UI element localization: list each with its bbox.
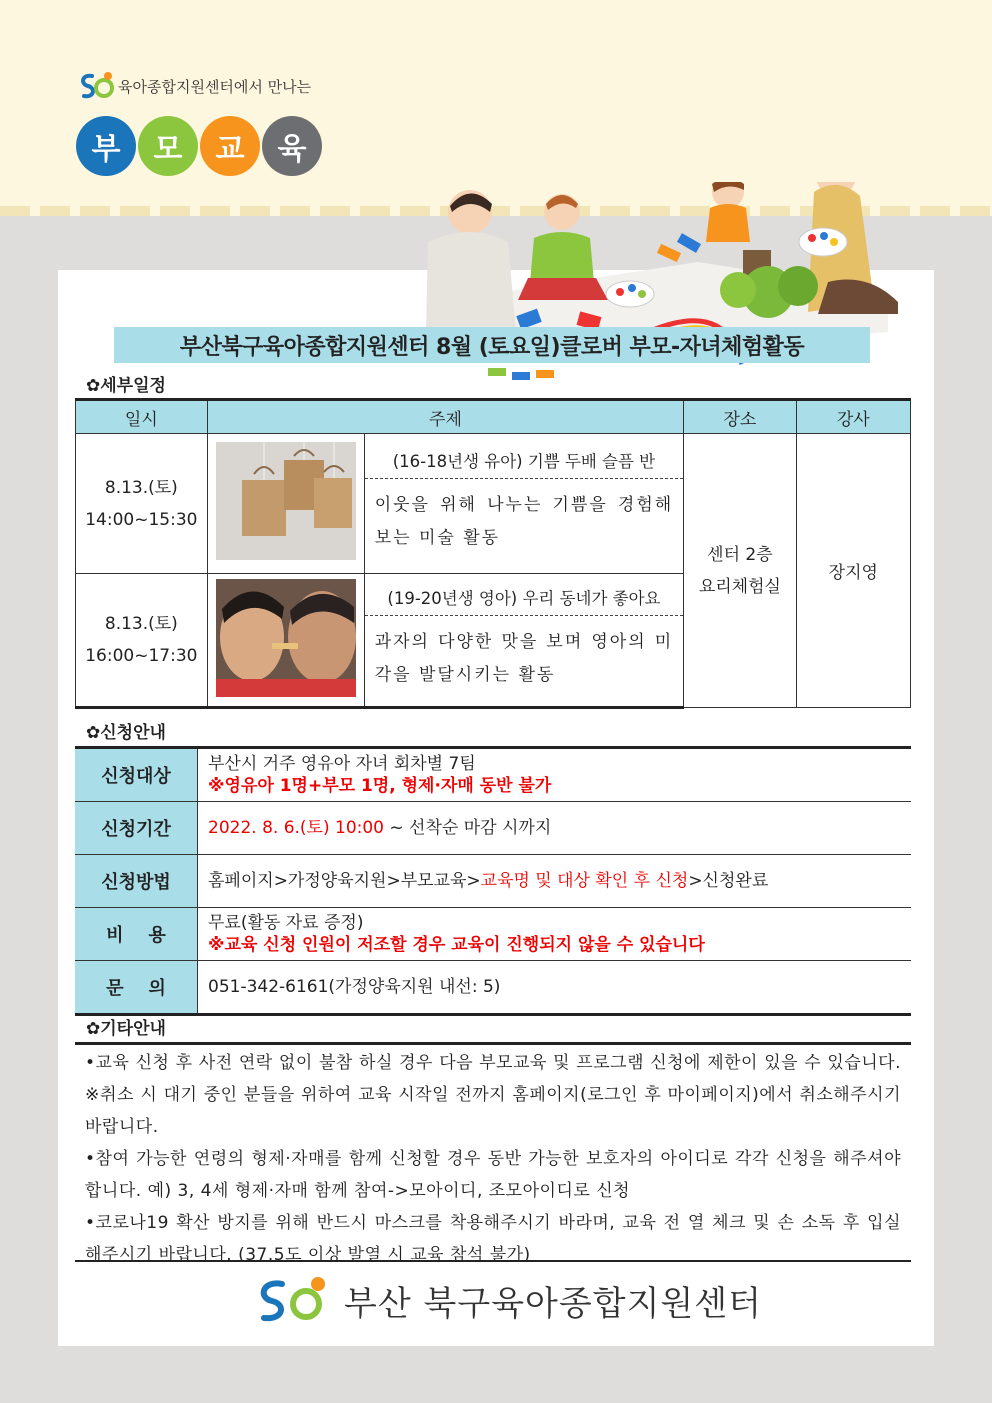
session-photo-cell [207, 574, 364, 708]
schedule-heading: ✿세부일정 [86, 376, 166, 396]
session-topic-cell [364, 574, 683, 708]
title-circle-4: 육 [262, 116, 322, 176]
place-cell [684, 434, 796, 708]
fee-line-2: ※교육 신청 인원이 저조할 경우 교육이 진행되지 않을 수 있습니다 [208, 935, 705, 955]
center-logo-icon [252, 1274, 332, 1326]
title-circle-3: 교 [200, 116, 260, 176]
parent-education-title [76, 116, 322, 176]
contact-value: 051-342-6161(가정양육지원 내선: 5) [198, 961, 912, 1015]
contact-label: 문 의 [75, 961, 198, 1015]
title-circle-1: 부 [76, 116, 136, 176]
title-circle-2: 모 [138, 116, 198, 176]
method-label: 신청방법 [75, 855, 198, 908]
session-date: 8.13.(토) [104, 614, 178, 634]
target-value [198, 748, 912, 802]
session-topic-title: (16-18년생 유아) 기쁨 두배 슬픔 반 [365, 442, 683, 479]
place-line-2: 요리체험실 [698, 576, 781, 597]
children-snack-photo [216, 579, 356, 697]
column-instructor: 강사 [796, 400, 910, 434]
other-notes [75, 1042, 911, 1265]
session-time: 16:00~17:30 [85, 646, 198, 666]
session-topic-title: (19-20년생 영아) 우리 동네가 좋아요 [365, 579, 683, 616]
apply-row-period [75, 802, 911, 855]
schedule-header-row [76, 400, 911, 434]
fee-line-1: 무료(활동 자료 증정) [208, 913, 364, 933]
instructor-cell: 장지영 [796, 434, 910, 708]
period-value [198, 802, 912, 855]
apply-row-method [75, 855, 911, 908]
fee-value [198, 908, 912, 961]
apply-row-target [75, 748, 911, 802]
footer-org-name: 부산 북구육아종합지원센터 [344, 1283, 762, 1324]
schedule-date-cell [76, 434, 208, 574]
session-date: 8.13.(토) [104, 477, 178, 498]
paper-bags-photo [216, 442, 356, 560]
target-label: 신청대상 [75, 748, 198, 802]
main-title: 부산북구육아종합지원센터 8월 (토요일)클로버 부모-자녀체험활동 [114, 327, 870, 363]
header-subtitle-row [78, 70, 311, 102]
apply-heading: ✿신청안내 [86, 723, 166, 743]
column-topic: 주제 [207, 400, 683, 434]
place-line-1: 센터 2층 [707, 544, 773, 565]
session-photo-cell [207, 434, 364, 574]
footer [242, 1272, 772, 1328]
header-subtitle: 육아종합지원센터에서 만나는 [118, 77, 312, 96]
session-time: 14:00~15:30 [85, 509, 198, 530]
session-topic-cell [364, 434, 683, 574]
period-label: 신청기간 [75, 802, 198, 855]
apply-row-fee [75, 908, 911, 961]
note-siblings: •참여 가능한 연령의 형제·자매를 함께 신청할 경우 동반 가능한 보호자의 아이디로 각각 신청을 해주셔야 합니다. 예) 3, 4세 형제·자매 함께 참여->모아이디, 조모아이디로 신청 [85, 1149, 901, 1201]
target-line-2: ※영유아 1명+부모 1명, 형제·자매 동반 불가 [208, 776, 552, 796]
method-highlight: 교육명 및 대상 확인 후 신청 [480, 871, 689, 891]
schedule-date-cell [76, 574, 208, 708]
note-covid: •코로나19 확산 방지를 위해 반드시 마스크를 착용해주시기 바라며, 교육 전 열 체크 및 손 소독 후 입실 해주시기 바랍니다. (37.5도 이상 발열 시 교육 참석 불가) [85, 1213, 901, 1265]
target-line-1: 부산시 거주 영유아 자녀 회차별 7팀 [208, 754, 476, 774]
schedule-table [75, 398, 911, 709]
note-cancellation: •교육 신청 후 사전 연락 없이 불참 하실 경우 다음 부모교육 및 프로그램 신청에 제한이 있을 수 있습니다. ※취소 시 대기 중인 분들을 위하여 교육 시작일 전까지 홈페이지(로그인 후 마이페이지)에서 취소해주시기 바랍니다. [85, 1053, 901, 1137]
period-start: 2022. 8. 6.(토) 10:00 [208, 818, 384, 838]
column-place: 장소 [684, 400, 796, 434]
schedule-row [76, 434, 911, 574]
method-value [198, 855, 912, 908]
method-done: >신청완료 [688, 871, 769, 891]
apply-info-table [75, 746, 911, 1016]
period-end: ~ 선착순 마감 시까지 [384, 818, 552, 838]
other-heading: ✿기타안내 [86, 1019, 166, 1039]
apply-row-contact [75, 961, 911, 1015]
session-topic-description: 이웃을 위해 나누는 기쁨을 경험해보는 미술 활동 [374, 495, 674, 548]
header-background [0, 0, 992, 212]
method-path: 홈페이지>가정양육지원>부모교육> [208, 871, 481, 891]
center-logo-icon [78, 70, 114, 102]
fee-label: 비 용 [75, 908, 198, 961]
session-topic-description: 과자의 다양한 맛을 보며 영아의 미각을 발달시키는 활동 [374, 631, 674, 685]
column-date: 일시 [76, 400, 208, 434]
